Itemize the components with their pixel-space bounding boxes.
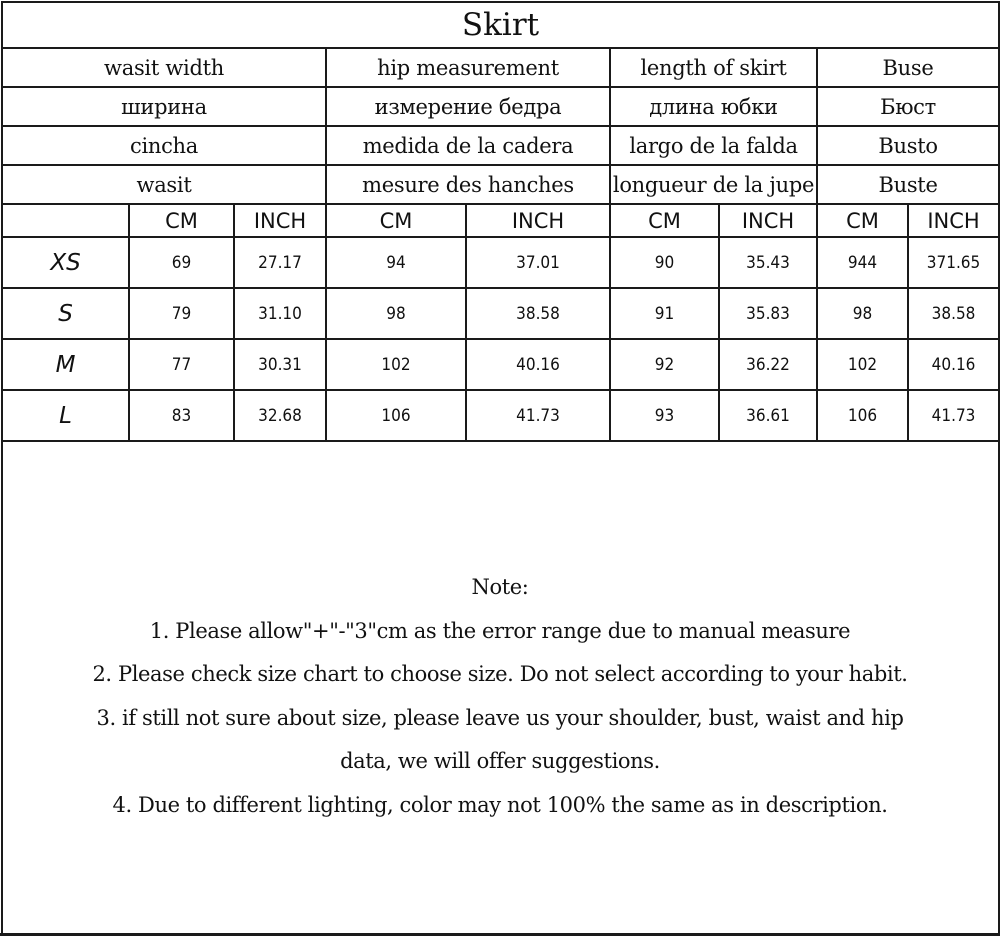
header-row-english — [2, 48, 999, 87]
size-label: XS — [2, 237, 129, 288]
value-cell: 93 — [610, 390, 719, 441]
value-cell: 371.65 — [908, 237, 999, 288]
value-cell: 35.43 — [719, 237, 817, 288]
unit-label: CM — [817, 204, 908, 237]
value-cell: 38.58 — [908, 288, 999, 339]
value-cell: 83 — [129, 390, 234, 441]
header-hip-en: hip measurement — [326, 48, 610, 87]
size-label: L — [2, 390, 129, 441]
size-label: M — [2, 339, 129, 390]
header-row-french — [2, 165, 999, 204]
value-cell: 41.73 — [466, 390, 610, 441]
header-row-spanish — [2, 126, 999, 165]
value-cell: 31.10 — [234, 288, 326, 339]
value-cell: 35.83 — [719, 288, 817, 339]
header-length-fr: longueur de la jupe — [610, 165, 817, 204]
chart-title: Skirt — [2, 2, 999, 48]
value-cell: 40.16 — [908, 339, 999, 390]
units-row — [2, 204, 999, 237]
note-line-3-continued: data, we will offer suggestions. — [340, 749, 660, 773]
value-cell: 38.58 — [466, 288, 610, 339]
value-cell: 77 — [129, 339, 234, 390]
header-bust-ru: Бюст — [817, 87, 999, 126]
unit-label: CM — [610, 204, 719, 237]
value-cell: 106 — [817, 390, 908, 441]
table-row-xs — [2, 237, 999, 288]
title-row — [2, 2, 999, 48]
header-bust-en: Buse — [817, 48, 999, 87]
value-cell: 36.22 — [719, 339, 817, 390]
value-cell: 102 — [326, 339, 466, 390]
value-cell: 40.16 — [466, 339, 610, 390]
header-length-en: length of skirt — [610, 48, 817, 87]
value-cell: 106 — [326, 390, 466, 441]
size-chart-table — [1, 1, 1000, 442]
notes-section — [0, 566, 1000, 827]
value-cell: 32.68 — [234, 390, 326, 441]
header-hip-ru: измерение бедра — [326, 87, 610, 126]
table-row-m — [2, 339, 999, 390]
unit-label: CM — [129, 204, 234, 237]
header-waist-en: wasit width — [2, 48, 326, 87]
note-line-3: 3. if still not sure about size, please leave us your shoulder, bust, waist and hip — [96, 705, 904, 730]
value-cell: 944 — [817, 237, 908, 288]
value-cell: 91 — [610, 288, 719, 339]
table-row-l — [2, 390, 999, 441]
value-cell: 90 — [610, 237, 719, 288]
header-waist-fr: wasit — [2, 165, 326, 204]
unit-label: INCH — [234, 204, 326, 237]
units-corner-cell — [2, 204, 129, 237]
header-row-russian — [2, 87, 999, 126]
header-length-ru: длина юбки — [610, 87, 817, 126]
value-cell: 36.61 — [719, 390, 817, 441]
unit-label: INCH — [719, 204, 817, 237]
unit-label: INCH — [908, 204, 999, 237]
notes-heading: Note: — [471, 575, 529, 599]
note-line-1: 1. Please allow"+"-"3"cm as the error range due to manual measure — [149, 618, 851, 643]
size-label: S — [2, 288, 129, 339]
unit-label: CM — [326, 204, 466, 237]
value-cell: 92 — [610, 339, 719, 390]
header-length-es: largo de la falda — [610, 126, 817, 165]
value-cell: 79 — [129, 288, 234, 339]
note-line-4: 4. Due to different lighting, color may not 100% the same as in description. — [112, 792, 888, 817]
header-bust-es: Busto — [817, 126, 999, 165]
header-waist-ru: ширина — [2, 87, 326, 126]
header-hip-fr: mesure des hanches — [326, 165, 610, 204]
value-cell: 30.31 — [234, 339, 326, 390]
header-bust-fr: Buste — [817, 165, 999, 204]
header-hip-es: medida de la cadera — [326, 126, 610, 165]
value-cell: 37.01 — [466, 237, 610, 288]
value-cell: 94 — [326, 237, 466, 288]
table-row-s — [2, 288, 999, 339]
value-cell: 27.17 — [234, 237, 326, 288]
header-waist-es: cincha — [2, 126, 326, 165]
unit-label: INCH — [466, 204, 610, 237]
value-cell: 98 — [817, 288, 908, 339]
value-cell: 69 — [129, 237, 234, 288]
value-cell: 41.73 — [908, 390, 999, 441]
value-cell: 102 — [817, 339, 908, 390]
value-cell: 98 — [326, 288, 466, 339]
note-line-2: 2. Please check size chart to choose size. Do not select according to your habit. — [92, 662, 908, 686]
